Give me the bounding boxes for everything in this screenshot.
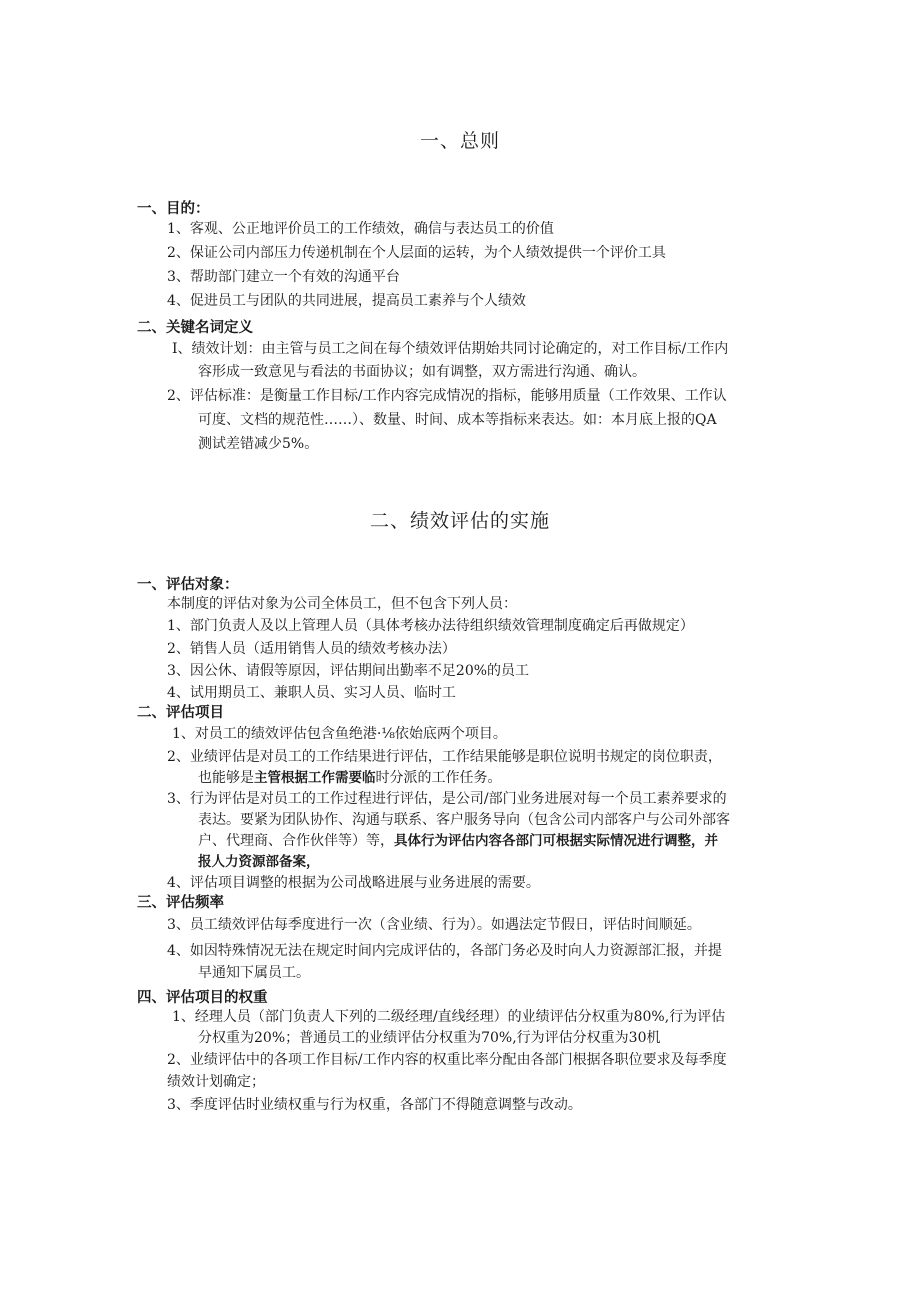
- weights-line-4: 绩效计划确定；: [167, 1074, 265, 1090]
- heading-evaluation-frequency: 三、评估频率: [137, 895, 224, 911]
- targets-line-2: 2、销售人员（适用销售人员的绩效考核办法）: [167, 641, 456, 657]
- items-line-3-end: 时分派的工作任务。: [375, 770, 502, 786]
- purpose-line-4: 4、促进员工与团队的共同进展，提高员工素养与个人绩效: [167, 293, 526, 309]
- targets-intro: 本制度的评估对象为公司全体员工，但不包含下列人员：: [167, 596, 517, 612]
- frequency-line-1: 3、员工绩效评估每季度进行一次（含业绩、行为）。如遇法定节假日，评估时间顺延。: [167, 917, 701, 933]
- term-line-4: 可度、文档的规范性……）、数量、时间、成本等指标来表达。如：本月底上报的QA: [198, 412, 717, 428]
- section-title-implementation: 二、绩效评估的实施: [369, 510, 550, 532]
- heading-purpose: 一、目的：: [137, 201, 210, 217]
- frequency-line-3: 早通知下属员工。: [198, 965, 310, 981]
- weights-line-1: 1、经理人员（部门负责人下列的二级经理/直线经理）的业绩评估分权重为80%,行为评估: [172, 1009, 726, 1025]
- purpose-line-2: 2、保证公司内部压力传递机制在个人层面的运转，为个人绩效提供一个评价工具: [167, 245, 666, 261]
- heading-key-terms: 二、关键名词定义: [137, 320, 253, 336]
- purpose-line-3: 3、帮助部门建立一个有效的沟通平台: [167, 269, 400, 285]
- items-line-3-start: 也能够是: [198, 770, 254, 786]
- items-line-5: 表达。要紧为团队协作、沟通与联系、客户服务导向（包含公司内部客户与公司外部客: [198, 812, 730, 828]
- items-line-7-bold: 报人力资源部备案，: [198, 854, 320, 870]
- items-line-6: [198, 831, 718, 851]
- items-line-2: 2、业绩评估是对员工的工作结果进行评估，工作结果能够是职位说明书规定的岗位职责，: [167, 749, 722, 765]
- targets-line-4: 4、试用期员工、兼职人员、实习人员、临时工: [167, 685, 456, 701]
- heading-evaluation-weights: 四、评估项目的权重: [137, 990, 268, 1006]
- frequency-line-2: 4、如因特殊情况无法在规定时间内完成评估的，各部门务必及时向人力资源部汇报，并提: [167, 943, 722, 959]
- term-line-5: 测试差错减少5%。: [198, 436, 319, 452]
- weights-line-3: 2、业绩评估中的各项工作目标/工作内容的权重比率分配由各部门根据各职位要求及每季度: [167, 1052, 727, 1068]
- weights-line-5: 3、季度评估时业绩权重与行为权重，各部门不得随意调整与改动。: [167, 1097, 582, 1113]
- items-line-4: 3、行为评估是对员工的工作过程进行评估，是公司/部门业务进展对每一个员工素养要求的: [167, 791, 727, 807]
- purpose-line-1: 1、客观、公正地评价员工的工作绩效，确信与表达员工的价值: [167, 221, 554, 237]
- term-line-3: 2、评估标准：是衡量工作目标/工作内容完成情况的指标，能够用质量（工作效果、工作认: [167, 388, 727, 404]
- weights-line-2: 分权重为20%；普通员工的业绩评估分权重为70%,行为评估分权重为30机: [198, 1030, 661, 1046]
- section-title-general: 一、总则: [419, 130, 500, 152]
- items-line-1: 1、对员工的绩效评估包含鱼绝港·⅛依始底两个项目。: [172, 726, 507, 742]
- items-line-7: [198, 852, 320, 872]
- items-line-8: 4、评估项目调整的根据为公司战略进展与业务进展的需要。: [167, 875, 540, 891]
- items-line-3-bold: 主管根据工作需要临: [254, 770, 376, 786]
- term-line-2: 容形成一致意见与看法的书面协议；如有调整，双方需进行沟通、确认。: [198, 364, 646, 380]
- items-line-6-start: 户、代理商、合作伙伴等）等，: [198, 833, 394, 849]
- term-line-1: I、绩效计划：由主管与员工之间在每个绩效评估期始共同讨论确定的，对工作目标/工作内: [172, 341, 729, 357]
- targets-line-3: 3、因公休、请假等原因，评估期间出勤率不足20%的员工: [167, 663, 530, 679]
- items-line-3: [198, 768, 502, 788]
- targets-line-1: 1、部门负责人及以上管理人员（具体考核办法待组织绩效管理制度确定后再做规定）: [167, 618, 694, 634]
- heading-evaluation-items: 二、评估项目: [137, 705, 224, 721]
- items-line-6-bold: 具体行为评估内容各部门可根据实际情况进行调整，并: [394, 833, 718, 849]
- heading-evaluation-targets: 一、评估对象：: [137, 577, 239, 593]
